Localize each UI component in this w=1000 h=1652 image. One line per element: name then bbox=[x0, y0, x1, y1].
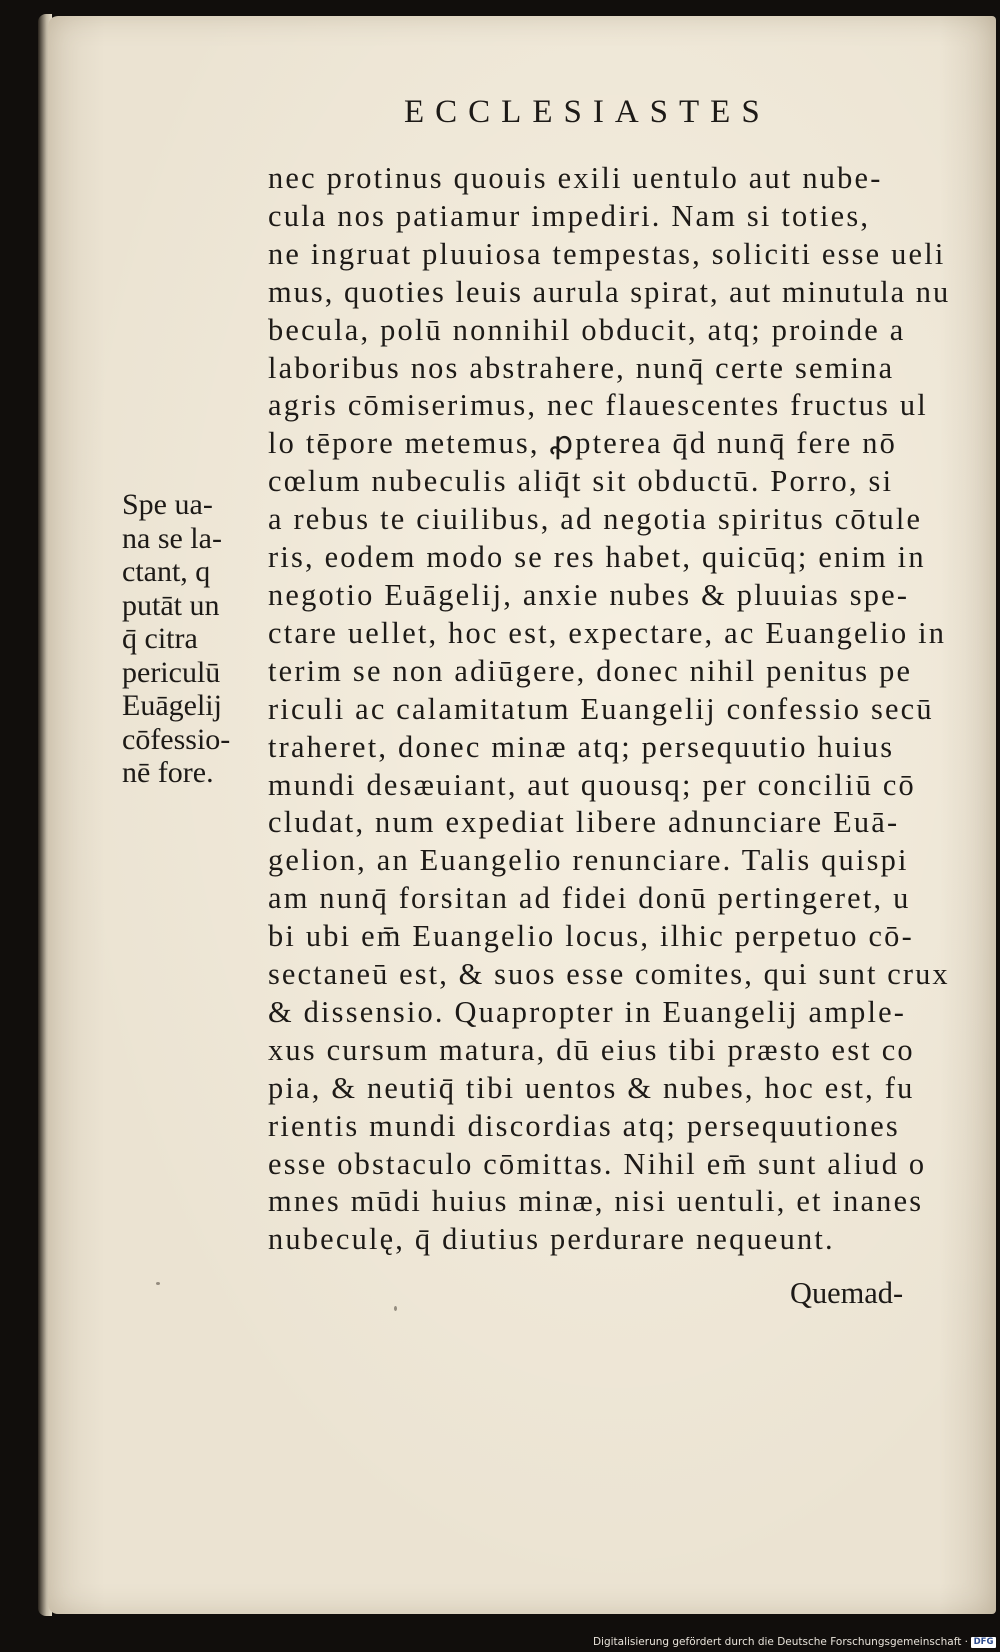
text-line: ne ingruat pluuiosa tempestas, soliciti esse ueli bbox=[268, 236, 946, 271]
text-line: ris, eodem modo se res habet, quicūq; enim in bbox=[268, 540, 926, 575]
text-line: rientis mundi discordias atq; persequutiones bbox=[268, 1108, 900, 1143]
text-line: bi ubi em̄ Euangelio locus, ilhic perpetuo cō- bbox=[268, 919, 914, 954]
text-line: traheret, donec minæ atq; persequutio huius bbox=[268, 729, 895, 764]
margin-note-line: periculū bbox=[122, 655, 221, 689]
text-line: mus, quoties leuis aurula spirat, aut minutula nu bbox=[268, 274, 951, 309]
text-line: esse obstaculo cōmittas. Nihil em̄ sunt aliud o bbox=[268, 1146, 927, 1181]
margin-note-line: cōfessio- bbox=[122, 722, 231, 756]
text-line: cula nos patiamur impediri. Nam si toties, bbox=[268, 198, 871, 233]
text-line: nec protinus quouis exili uentulo aut nube- bbox=[268, 161, 883, 195]
text-line: pia, & neutiq̄ tibi uentos & nubes, hoc est, fu bbox=[268, 1070, 915, 1105]
text-line: nubeculę, q̄ diutius perdurare nequeunt. bbox=[268, 1222, 835, 1257]
text-line: a rebus te ciuilibus, ad negotia spiritus cōtule bbox=[268, 502, 923, 537]
margin-note-line: q̄ citra bbox=[122, 622, 198, 655]
text-line: lo tēpore metemus, ꝓpterea q̄d nunq̄ fere nō bbox=[268, 426, 898, 461]
margin-note-line: putāt un bbox=[122, 588, 220, 622]
text-line: negotio Euāgelij, anxie nubes & pluuias spe- bbox=[268, 577, 910, 612]
dfg-logo: DFG bbox=[971, 1637, 996, 1648]
margin-note-line: nē fore. bbox=[122, 756, 214, 789]
text-line: & dissensio. Quapropter in Euangelij ample- bbox=[268, 994, 907, 1029]
text-line: gelion, an Euangelio renunciare. Talis quispi bbox=[268, 843, 909, 878]
text-line: mnes mūdi huius minæ, nisi uentuli, et inanes bbox=[268, 1184, 924, 1219]
text-line: becula, polū nonnihil obducit, atq; proinde a bbox=[268, 312, 906, 347]
text-line: terim se non adiūgere, donec nihil penitus pe bbox=[268, 653, 913, 688]
text-line: ctare uellet, hoc est, expectare, ac Euangelio in bbox=[268, 615, 947, 650]
text-line: mundi desæuiant, aut quousq; per conciliū cō bbox=[268, 767, 916, 802]
text-line: am nunq̄ forsitan ad fidei donū pertingeret, u bbox=[268, 881, 911, 916]
running-head: ECCLESIASTES bbox=[404, 94, 771, 130]
text-line: cludat, num expediat libere adnunciare Euā- bbox=[268, 805, 900, 840]
text-line: agris cōmiserimus, nec flauescentes fructus ul bbox=[268, 388, 928, 423]
catchword: Quemad- bbox=[790, 1276, 904, 1310]
margin-note-line: Spe ua- bbox=[122, 488, 213, 521]
margin-note-line: ctant, q bbox=[122, 555, 211, 588]
text-line: cœlum nubeculis aliq̄t sit obductū. Porro, si bbox=[268, 464, 894, 499]
text-line: laboribus nos abstrahere, nunq̄ certe semina bbox=[268, 350, 895, 385]
paper-speck bbox=[394, 1306, 397, 1311]
digitization-credit: Digitalisierung gefördert durch die Deutsche Forschungsgemeinschaft · bbox=[592, 1636, 968, 1648]
margin-note-line: na se la- bbox=[122, 521, 222, 555]
paper-speck bbox=[156, 1282, 160, 1285]
margin-note-line: Euāgelij bbox=[122, 689, 222, 722]
text-line: sectaneū est, & suos esse comites, qui sunt crux bbox=[268, 957, 950, 992]
marginal-note bbox=[122, 488, 262, 790]
body-text bbox=[268, 160, 958, 1259]
text-line: xus cursum matura, dū eius tibi præsto est co bbox=[268, 1032, 915, 1067]
text-line: riculi ac calamitatum Euangelij confessio secū bbox=[268, 691, 934, 726]
